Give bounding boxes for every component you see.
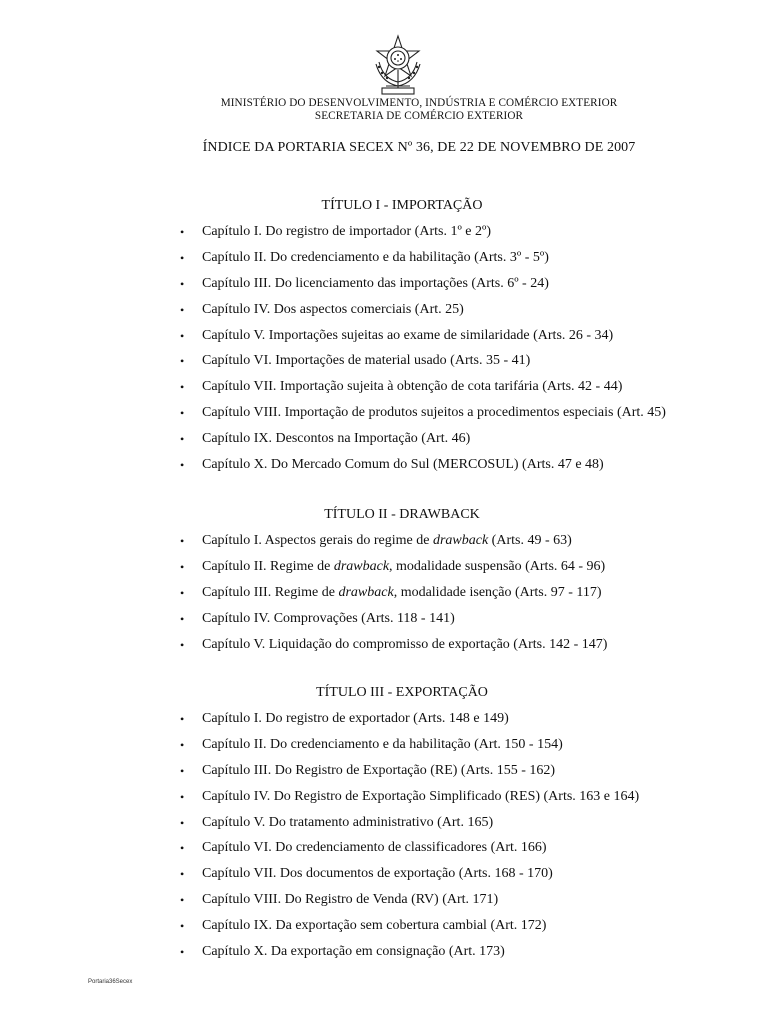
bullet-icon: • <box>180 250 185 265</box>
section-heading: TÍTULO III - EXPORTAÇÃO <box>316 685 488 700</box>
bullet-icon: • <box>180 534 185 548</box>
bullet-icon: • <box>180 763 185 778</box>
bullet-icon: • <box>180 815 185 830</box>
list-item: • Capítulo VIII. Importação de produtos sujeitos a procedimentos especiais (Art. 45) <box>180 405 666 421</box>
list-item: • Capítulo IX. Descontos na Importação (Art. 46) <box>180 431 471 447</box>
bullet-icon: • <box>180 789 185 804</box>
list-item: • Capítulo VI. Do credenciamento de classificadores (Art. 166) <box>180 840 547 856</box>
bullet-icon: • <box>180 458 185 473</box>
list-item: • Capítulo III. Regime de drawback, modalidade isenção (Arts. 97 - 117) <box>180 584 602 600</box>
bullet-icon: • <box>180 225 185 239</box>
list-item: • Capítulo I. Aspectos gerais do regime de drawback (Arts. 49 - 63) <box>180 533 572 548</box>
bullet-icon: • <box>180 945 185 960</box>
bullet-icon: • <box>180 919 185 934</box>
list-item: • Capítulo I. Do registro de importador (Arts. 1º e 2º) <box>180 224 492 239</box>
list-item: • Capítulo VII. Dos documentos de exportação (Arts. 168 - 170) <box>180 866 553 882</box>
bullet-icon: • <box>180 302 185 317</box>
page-footer: Portaria36Secex <box>88 979 133 985</box>
list-item: • Capítulo VII. Importação sujeita à obtenção de cota tarifária (Arts. 42 - 44) <box>180 379 623 395</box>
section-heading: TÍTULO II - DRAWBACK <box>324 507 480 522</box>
list-item: • Capítulo X. Da exportação em consignação (Art. 173) <box>180 944 505 960</box>
bullet-icon: • <box>180 432 185 447</box>
list-item: • Capítulo X. Do Mercado Comum do Sul (MERCOSUL) (Arts. 47 e 48) <box>180 457 604 473</box>
list-item: • Capítulo I. Do registro de exportador (Arts. 148 e 149) <box>180 711 509 726</box>
list-item: • Capítulo V. Liquidação do compromisso de exportação (Arts. 142 - 147) <box>180 636 608 652</box>
section-heading: TÍTULO I - IMPORTAÇÃO <box>321 198 483 213</box>
bullet-icon: • <box>180 276 185 291</box>
list-item: • Capítulo V. Importações sujeitas ao exame de similaridade (Arts. 26 - 34) <box>180 327 614 343</box>
section-importacao <box>0 198 770 483</box>
bullet-icon: • <box>180 328 185 343</box>
list-item: • Capítulo II. Regime de drawback, modalidade suspensão (Arts. 64 - 96) <box>180 558 606 574</box>
list-item: • Capítulo II. Do credenciamento e da habilitação (Arts. 3º - 5º) <box>180 249 549 265</box>
bullet-icon: • <box>180 867 185 882</box>
bullet-icon: • <box>180 737 185 752</box>
bullet-icon: • <box>180 380 185 395</box>
bullet-icon: • <box>180 559 185 574</box>
list-item: • Capítulo III. Do licenciamento das importações (Arts. 6º - 24) <box>180 275 549 291</box>
list-item: • Capítulo IV. Do Registro de Exportação Simplificado (RES) (Arts. 163 e 164) <box>180 788 640 804</box>
list-item: • Capítulo IV. Comprovações (Arts. 118 - 141) <box>180 610 455 626</box>
list-item: • Capítulo III. Do Registro de Exportação (RE) (Arts. 155 - 162) <box>180 762 556 778</box>
bullet-icon: • <box>180 841 185 856</box>
list-item: • Capítulo II. Do credenciamento e da habilitação (Art. 150 - 154) <box>180 736 563 752</box>
ministry-name: MINISTÉRIO DO DESENVOLVIMENTO, INDÚSTRIA E COMÉRCIO EXTERIOR <box>220 97 618 109</box>
secretariat-name: SECRETARIA DE COMÉRCIO EXTERIOR <box>314 110 524 122</box>
bullet-icon: • <box>180 893 185 908</box>
section-drawback <box>0 507 770 662</box>
chapter-list <box>0 711 770 970</box>
section-exportacao <box>0 685 770 970</box>
bullet-icon: • <box>180 585 185 600</box>
bullet-icon: • <box>180 611 185 626</box>
bullet-icon: • <box>180 406 185 421</box>
list-item: • Capítulo VI. Importações de material usado (Arts. 35 - 41) <box>180 353 531 369</box>
brazil-coat-of-arms-icon <box>370 34 426 96</box>
list-item: • Capítulo IV. Dos aspectos comerciais (Art. 25) <box>180 301 464 317</box>
bullet-icon: • <box>180 637 185 652</box>
document-title: ÍNDICE DA PORTARIA SECEX Nº 36, DE 22 DE NOVEMBRO DE 2007 <box>202 140 636 155</box>
list-item: • Capítulo IX. Da exportação sem cobertura cambial (Art. 172) <box>180 918 547 934</box>
bullet-icon: • <box>180 354 185 369</box>
list-item: • Capítulo V. Do tratamento administrativo (Art. 165) <box>180 814 494 830</box>
bullet-icon: • <box>180 712 185 726</box>
chapter-list <box>0 224 770 483</box>
list-item: • Capítulo VIII. Do Registro de Venda (RV) (Art. 171) <box>180 892 499 908</box>
chapter-list <box>0 533 770 662</box>
